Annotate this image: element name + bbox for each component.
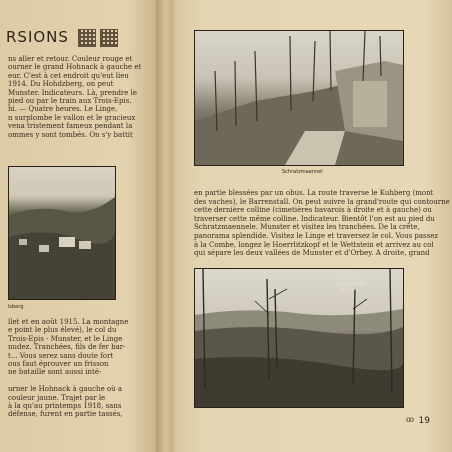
text-line: des vaches), le Barrenstall. On peut suivre la grand'route qui contourne bbox=[194, 197, 450, 206]
photo-label bbox=[333, 275, 365, 293]
text-line: ourner le grand Hohnack à gauche et bbox=[8, 63, 142, 72]
page-number: 19 bbox=[418, 416, 430, 426]
text-line bbox=[8, 377, 158, 385]
text-line: eur. C'est à cet endroit qu'eut lieu bbox=[8, 71, 129, 80]
text-line: en partie blessées par un obus. La route traverse le Kuhberg (mont bbox=[194, 189, 434, 197]
left-text-bottom bbox=[8, 318, 158, 419]
text-line: pied ou par le train aux Trois-Epis. bbox=[8, 96, 132, 105]
photo-label-line: 983 m bbox=[340, 287, 357, 293]
photo-label-line: (Linge-Kopf) bbox=[333, 281, 365, 287]
text-line: qui sépare les deux vallées de Munster et d'Orbey. A droite, grand bbox=[194, 249, 430, 258]
text-line: à la Combe, longez le Hoerrlitzkopf et le Wettstein et arrivez au col bbox=[194, 240, 434, 249]
text-line: cette dernière colline (cimetières bavarois à droite et à gauche) ou bbox=[194, 206, 432, 215]
top-photo-caption: Schratzmaennel bbox=[282, 169, 323, 175]
left-page bbox=[0, 0, 158, 452]
page-ornament-icon: ꝏ bbox=[406, 415, 414, 424]
right-body-text bbox=[194, 189, 450, 258]
photo-label-line: Le Linge bbox=[337, 275, 360, 281]
text-line: couleur jaune. Trajet par le bbox=[8, 393, 106, 402]
text-line: n surplombe le vallon et le gracieux bbox=[8, 113, 136, 122]
text-line: llet et en août 1915. La montagne bbox=[8, 318, 129, 326]
text-line: 1914. Du Hohdzberg, on peut bbox=[8, 80, 114, 89]
ornament-icon bbox=[100, 29, 118, 47]
text-line: défense, furent en partie tassés, bbox=[8, 410, 123, 419]
text-line: hi. — Quatre heures. Le Linge, bbox=[8, 105, 118, 114]
text-line: Trois-Epis - Munster, et le Linge bbox=[8, 334, 123, 343]
left-text-top bbox=[8, 55, 158, 139]
schratzmaennel-photo bbox=[194, 30, 404, 166]
text-line: à la qu'au printemps 1918, sans bbox=[8, 401, 122, 410]
linge-photo-image bbox=[195, 269, 403, 407]
text-line: ne bataille sont aussi inté- bbox=[8, 368, 102, 377]
ornament-icon bbox=[78, 29, 96, 47]
text-line: traverser cette même colline. Indicateur. Bientôt l'on est au pied du bbox=[194, 214, 435, 223]
left-photo-caption: lsberg bbox=[8, 304, 24, 310]
trench-photo-image bbox=[195, 31, 403, 165]
text-line: Schratzmaennele. Munster et visitez les tranchées. De la crête, bbox=[194, 223, 420, 232]
text-line: ommes y sont tombés. On s'y battit bbox=[8, 130, 133, 139]
text-line: t... Vous serez sans doute fort bbox=[8, 351, 114, 360]
text-line: panorama splendide. Visitez le Linge et traversez le col. Vous passez bbox=[194, 231, 439, 240]
text-line: e point le plus élevé), le col du bbox=[8, 326, 117, 335]
text-line: urner le Hohnack à gauche où a bbox=[8, 385, 123, 394]
text-line: ns aller et retour. Couleur rouge et bbox=[8, 55, 133, 63]
text-line: nudez. Tranchées, fils de fer bar- bbox=[8, 343, 126, 352]
linge-photo bbox=[194, 268, 404, 408]
page-heading: RSIONS bbox=[6, 28, 69, 46]
book-gutter bbox=[156, 0, 178, 452]
text-line: vena tristement fameux pendant la bbox=[8, 122, 133, 131]
village-photo bbox=[8, 166, 116, 300]
village-photo-image bbox=[9, 167, 115, 299]
text-line: ous faut éprouver un frisson bbox=[8, 359, 109, 368]
text-line: Munster. Indicateurs. Là, prendre le bbox=[8, 88, 138, 97]
